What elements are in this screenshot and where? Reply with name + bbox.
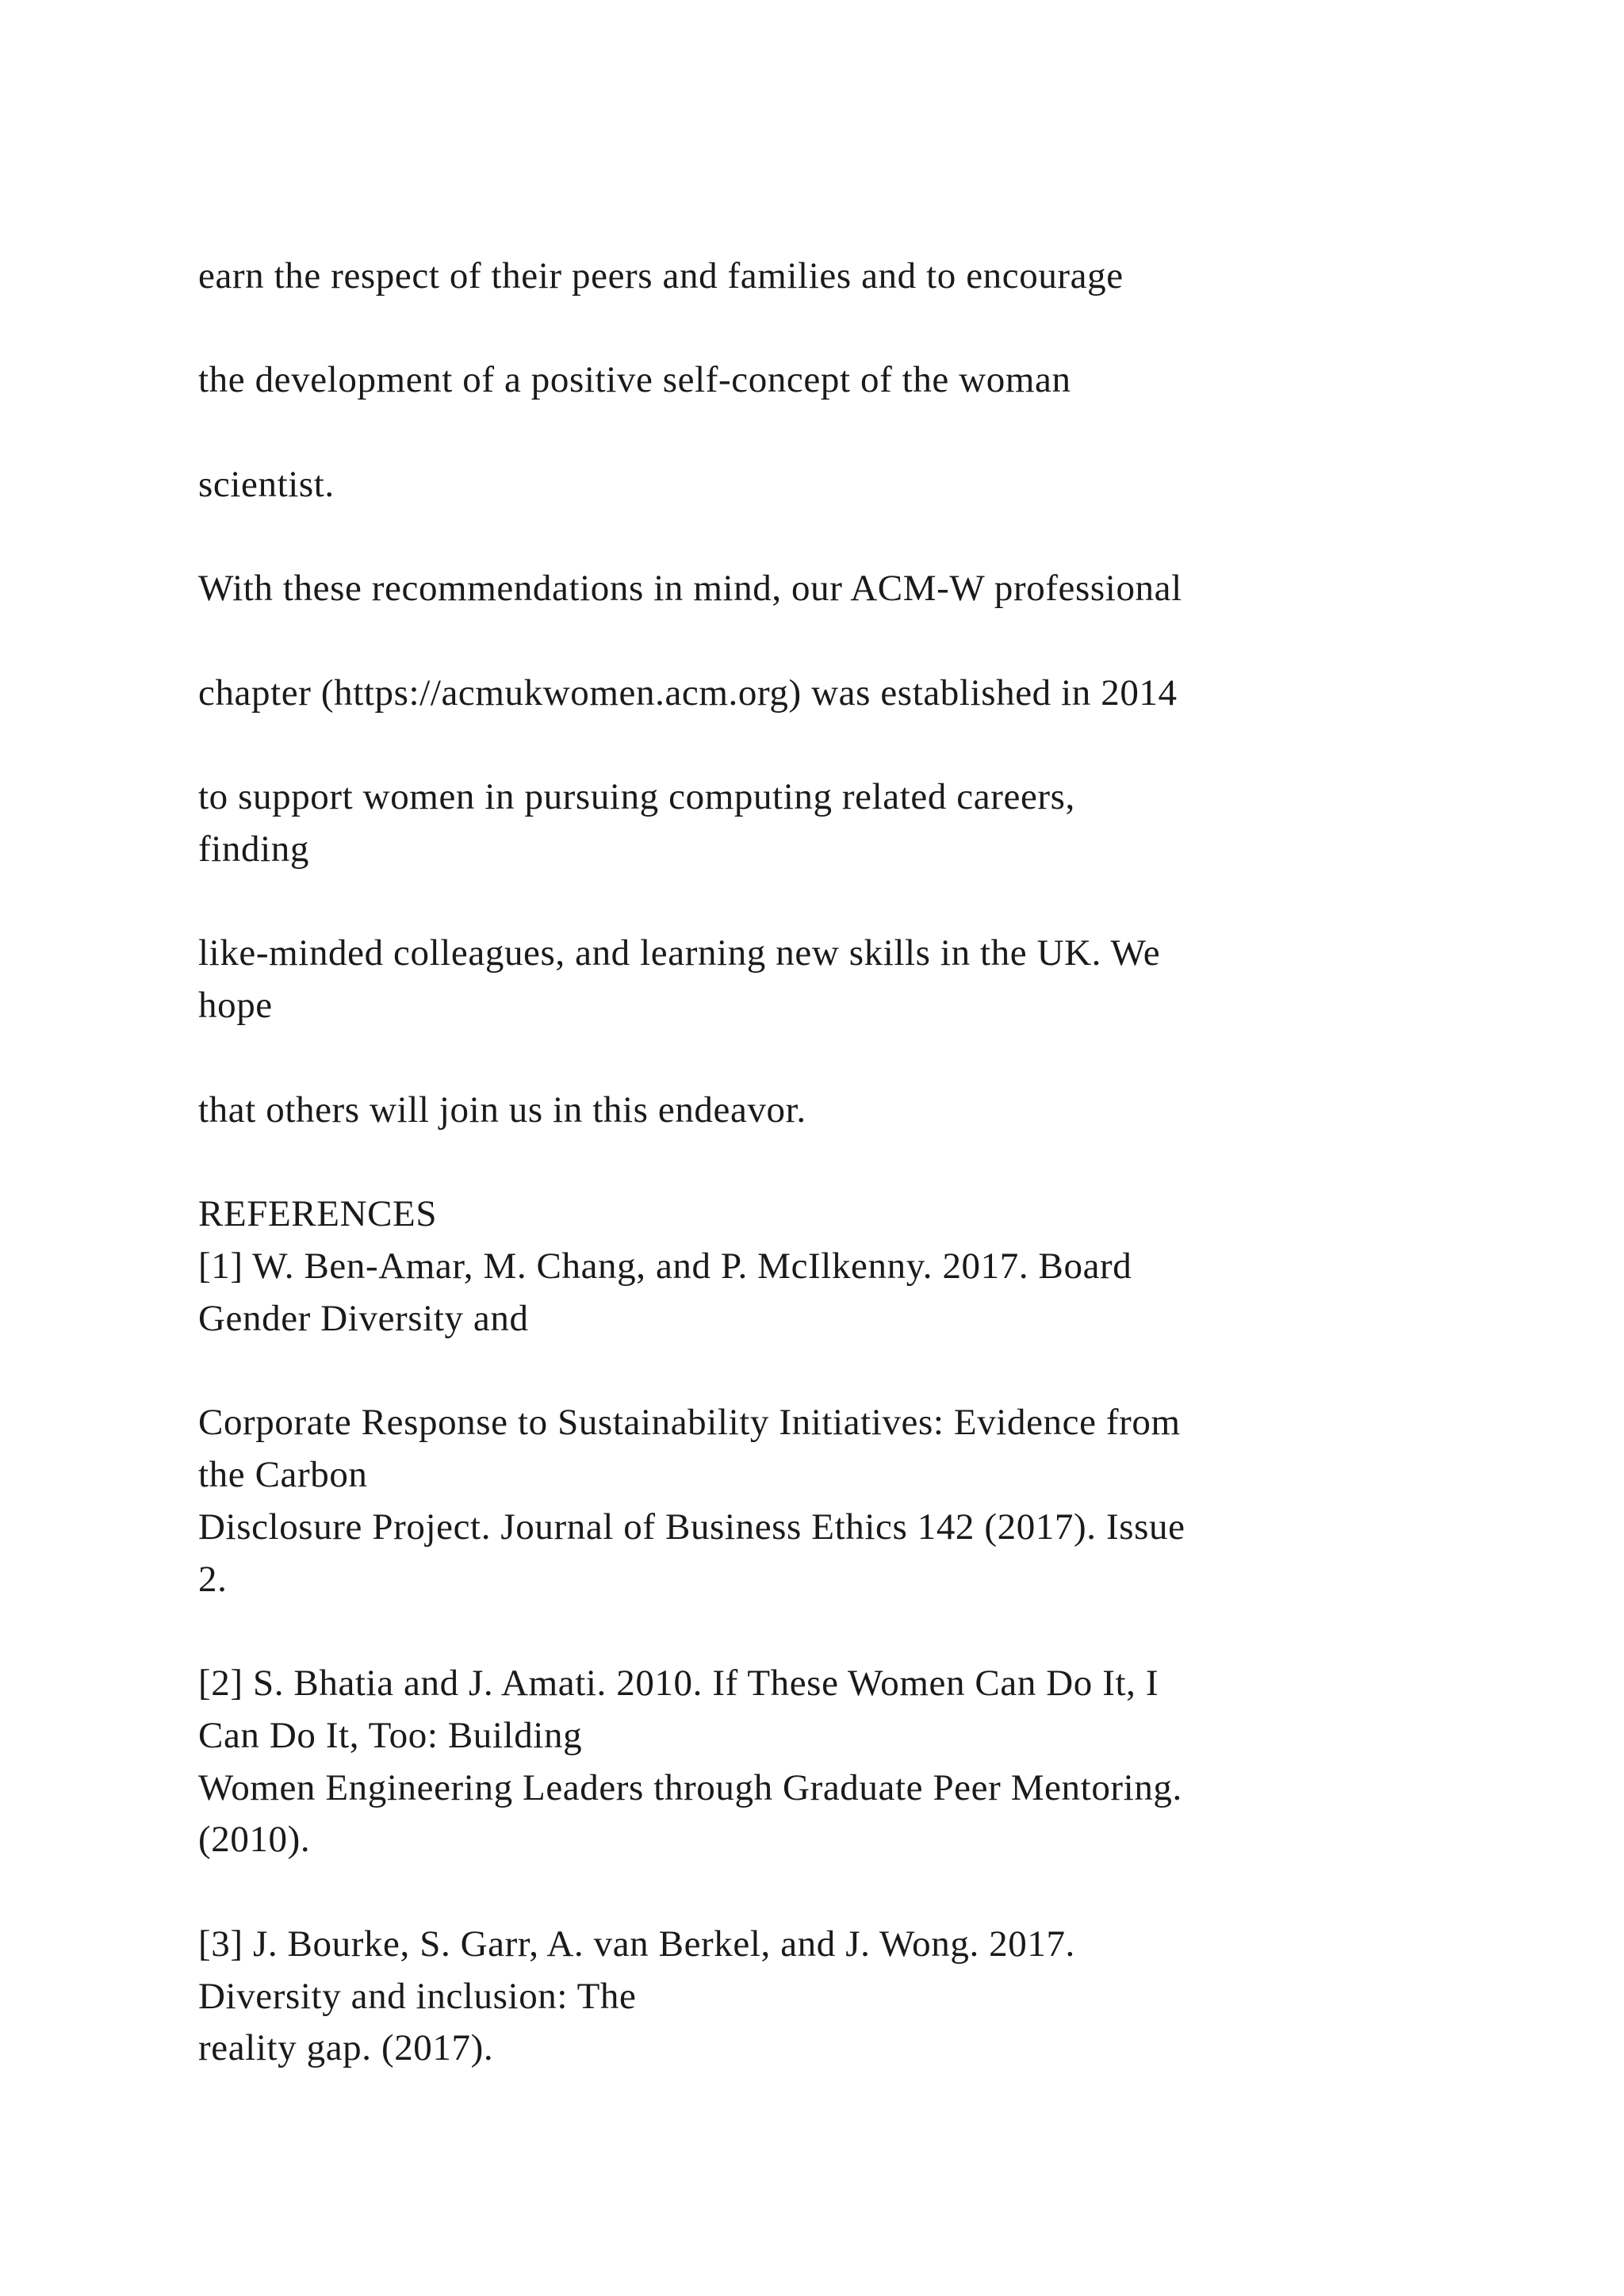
reference-line: Disclosure Project. Journal of Business Ethics 142 (2017). Issue (198, 1506, 1185, 1548)
reference-line: Can Do It, Too: Building (198, 1715, 583, 1756)
body-line: the development of a positive self-concept of the woman (198, 359, 1071, 400)
reference-line: [2] S. Bhatia and J. Amati. 2010. If These Women Can Do It, I (198, 1663, 1159, 1704)
body-line: finding (198, 828, 309, 870)
reference-line: Corporate Response to Sustainability Initiatives: Evidence from (198, 1402, 1181, 1443)
reference-line: 2. (198, 1559, 228, 1600)
references-heading: REFERENCES (198, 1193, 438, 1234)
body-line: hope (198, 985, 273, 1026)
reference-line: [3] J. Bourke, S. Garr, A. van Berkel, and J. Wong. 2017. (198, 1923, 1075, 1965)
reference-line: [1] W. Ben-Amar, M. Chang, and P. McIlkenny. 2017. Board (198, 1246, 1132, 1287)
reference-line: Gender Diversity and (198, 1298, 529, 1339)
reference-line: Diversity and inclusion: The (198, 1976, 637, 2017)
body-line: With these recommendations in mind, our ACM-W professional (198, 568, 1182, 609)
body-line: that others will join us in this endeavor. (198, 1089, 806, 1131)
body-line: like-minded colleagues, and learning new skills in the UK. We (198, 932, 1161, 974)
body-line: scientist. (198, 464, 335, 505)
body-line: earn the respect of their peers and families and to encourage (198, 255, 1124, 297)
reference-line: reality gap. (2017). (198, 2027, 494, 2068)
reference-line: the Carbon (198, 1454, 368, 1495)
body-line: to support women in pursuing computing related careers, (198, 776, 1075, 817)
body-line: chapter (https://acmukwomen.acm.org) was established in 2014 (198, 672, 1178, 714)
reference-line: Women Engineering Leaders through Graduate Peer Mentoring. (198, 1767, 1182, 1808)
reference-line: (2010). (198, 1819, 311, 1860)
